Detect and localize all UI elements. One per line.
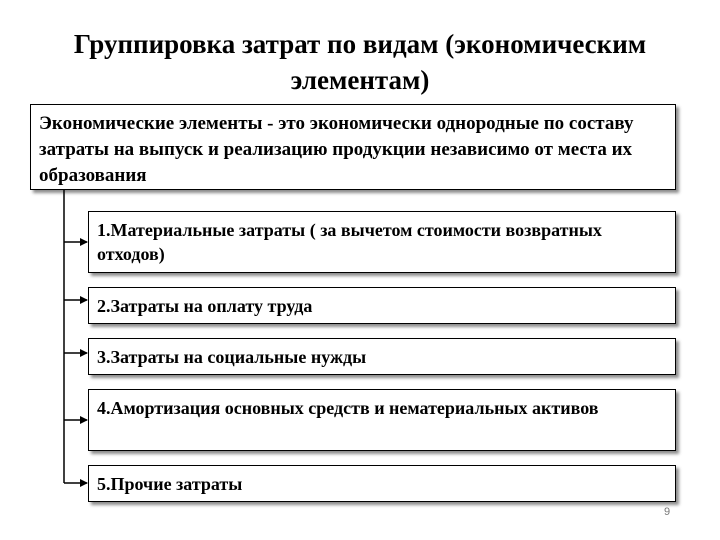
cost-element-labor: 2.Затраты на оплату труда	[88, 287, 676, 324]
definition-box: Экономические элементы - это экономически однородные по составу затраты на выпуск и реализацию продукции независимо от места их образования	[30, 104, 676, 190]
cost-element-depreciation: 4.Амортизация основных средств и нематериальных активов	[88, 389, 676, 451]
page-number: 9	[664, 506, 671, 518]
cost-element-other: 5.Прочие затраты	[88, 465, 676, 502]
cost-element-material: 1.Материальные затраты ( за вычетом стоимости возвратных отходов)	[88, 211, 676, 273]
slide-title: Группировка затрат по видам (экономическим элементам)	[73, 29, 647, 95]
cost-element-social: 3.Затраты на социальные нужды	[88, 338, 676, 375]
